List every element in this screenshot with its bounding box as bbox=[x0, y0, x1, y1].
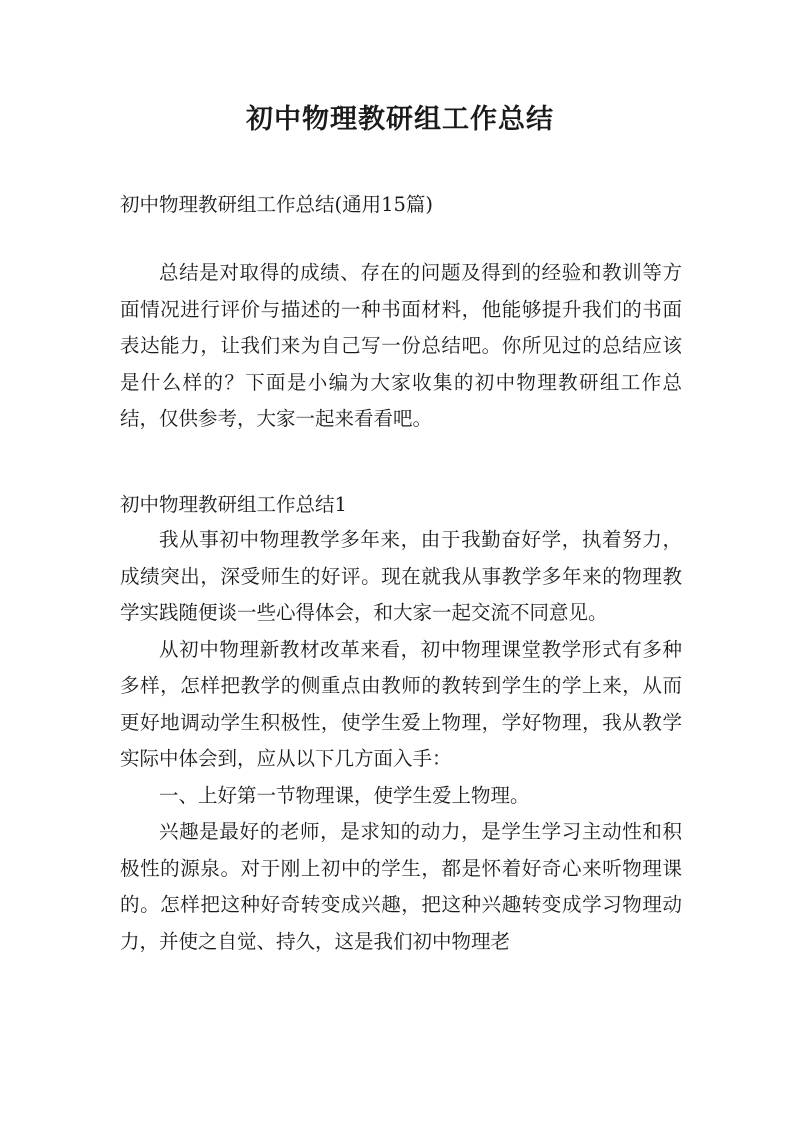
body-paragraph: 一、上好第一节物理课，使学生爱上物理。 bbox=[159, 783, 530, 807]
section-body bbox=[120, 522, 682, 960]
body-paragraph: 从初中物理新教材改革来看，初中物理课堂教学形式有多种多样，怎样把教学的侧重点由教师的教转到学生的学上来，从而更好地调动学生积极性，使学生爱上物理，学好物理，我从教学实际中体会到，应从以下几方面入手： bbox=[120, 637, 682, 770]
body-paragraph: 我从事初中物理教学多年来，由于我勤奋好学，执着努力，成绩突出，深受师生的好评。现在就我从事教学多年来的物理教学实践随便谈一些心得体会，和大家一起交流不同意见。 bbox=[120, 528, 682, 624]
section-heading: 初中物理教研组工作总结1 bbox=[120, 493, 347, 516]
body-paragraph: 兴趣是最好的老师，是求知的动力，是学生学习主动性和积极性的源泉。对于刚上初中的学生，都是怀着好奇心来听物理课的。怎样把这种好奇转变成兴趣，把这种兴趣转变成学习物理动力，并使之自觉、持久，这是我们初中物理老 bbox=[120, 820, 682, 953]
document-title: 初中物理教研组工作总结 bbox=[246, 104, 554, 135]
intro-paragraph: 总结是对取得的成绩、存在的问题及得到的经验和教训等方面情况进行评价与描述的一种书面材料，他能够提升我们的书面表达能力，让我们来为自己写一份总结吧。你所见过的总结应该是什么样的？下面是小编为大家收集的初中物理教研组工作总结，仅供参考，大家一起来看看吧。 bbox=[120, 261, 682, 430]
document-subtitle: 初中物理教研组工作总结(通用15篇) bbox=[120, 193, 434, 216]
